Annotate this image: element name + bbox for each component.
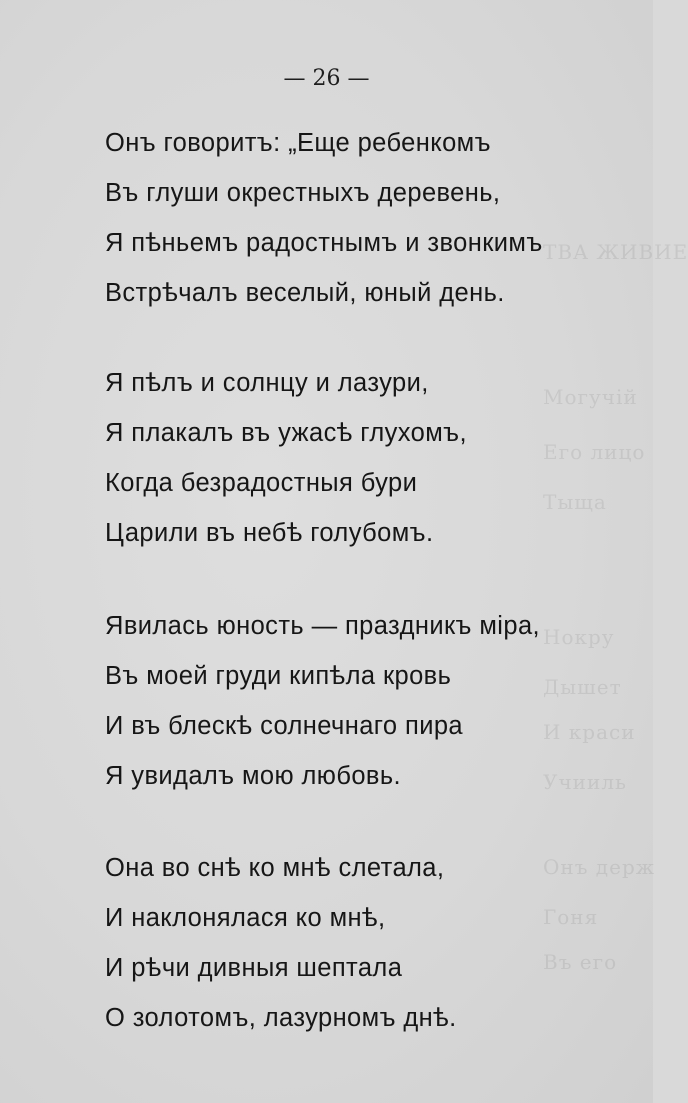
bleed-through-text: Дышет	[543, 675, 622, 699]
verse-line: И рѣчи дивныя шептала	[105, 954, 403, 982]
verse-line: Она во снѣ ко мнѣ слетала,	[105, 854, 445, 882]
bleed-through-text: Тыща	[543, 490, 607, 514]
verse-line: И въ блескѣ солнечнаго пира	[105, 712, 464, 740]
bleed-through-text: Учииль	[543, 770, 627, 794]
bleed-through-text: Гоня	[543, 905, 599, 929]
stanza-3	[105, 601, 540, 801]
stanza-1	[105, 118, 543, 318]
stanza-4	[105, 843, 457, 1043]
verse-line: О золотомъ, лазурномъ днѣ.	[105, 1004, 457, 1032]
verse-line: Я увидалъ мою любовь.	[105, 762, 402, 790]
verse-line: Явилась юность — праздникъ міра,	[105, 612, 541, 640]
verse-line: Когда безрадостныя бури	[105, 469, 418, 497]
verse-line: Онъ говоритъ: „Еще ребенкомъ	[105, 129, 491, 157]
verse-line: Царили въ небѣ голубомъ.	[105, 519, 434, 547]
bleed-through-text: Его лицо	[543, 440, 646, 464]
verse-line: И наклонялася ко мнѣ,	[105, 904, 386, 932]
verse-line: Встрѣчалъ веселый, юный день.	[105, 279, 505, 307]
bleed-through-text: ТВА ЖИВИЕ	[543, 240, 688, 264]
bleed-through-text: И краси	[543, 720, 636, 744]
verse-line: Въ глуши окрестныхъ деревень,	[105, 179, 501, 207]
bleed-through-text: Онъ держ	[543, 855, 656, 879]
bleed-through-text: Могучій	[543, 385, 638, 409]
verse-line: Я пѣлъ и солнцу и лазури,	[105, 369, 429, 397]
bleed-through-text: Нокру	[543, 625, 615, 649]
stanza-2	[105, 358, 467, 558]
bleed-through-text: Въ его	[543, 950, 618, 974]
verse-line: Я пѣньемъ радостнымъ и звонкимъ	[105, 229, 543, 257]
verse-line: Я плакалъ въ ужасѣ глухомъ,	[105, 419, 467, 447]
page-number: — 26 —	[283, 66, 370, 91]
verse-line: Въ моей груди кипѣла кровь	[105, 662, 452, 690]
